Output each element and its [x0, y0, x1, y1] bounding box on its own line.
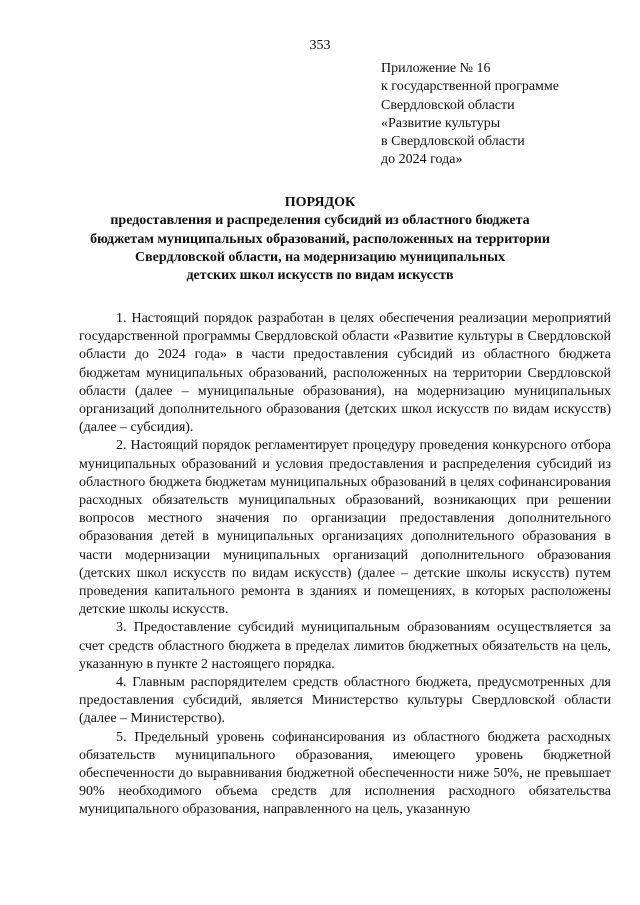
paragraph-3: 3. Предоставление субсидий муниципальным образованиям осуществляется за счет средств областного бюджета в пределах лимитов бюджетных обязательств на цель, указанную в пункте 2 настоящего порядка.	[79, 620, 611, 672]
page-number: 353	[309, 38, 331, 53]
appendix-line: «Развитие культуры	[381, 115, 501, 131]
paragraph-4: 4. Главным распорядителем средств областного бюджета, предусмотренных для предоставления субсидий, является Министерство культуры Свердловской области (далее – Министерство).	[79, 675, 611, 727]
appendix-line: Свердловской области	[381, 97, 515, 113]
paragraph-1: 1. Настоящий порядок разработан в целях обеспечения реализации мероприятий государственной программы Свердловской области «Развитие культуры в Свердловской области до 2024 года» в части предоставления субсидий из областного бюджета бюджетам муниципальных образований, расположенных на территории Свердловской области (далее – муниципальные образования), на модернизацию муниципальных организаций дополнительного образования (детских школ искусств по видам искусств) (далее – субсидия).	[79, 311, 611, 436]
appendix-line: к государственной программе	[381, 79, 559, 95]
paragraph-5: 5. Предельный уровень софинансирования из областного бюджета расходных обязательств муниципального образования, имеющего уровень бюджетной обеспеченности до выравнивания бюджетной обеспеченности ниже 50%, не превышает 90% необходимого объема средств для исполнения расходного обязательства муниципального образования, направленного на цель, указанную	[79, 729, 611, 818]
appendix-line: до 2024 года»	[381, 152, 463, 168]
title-line: Свердловской области, на модернизацию муниципальных	[134, 249, 506, 265]
title-heading: ПОРЯДОК	[284, 195, 356, 210]
appendix-note	[381, 60, 559, 170]
paragraph-2: 2. Настоящий порядок регламентирует процедуру проведения конкурсного отбора муниципальных образований и условия предоставления и распределения субсидий из областного бюджета бюджетам муниципальных образований в целях софинансирования расходных обязательств муниципальных образований, возникающих при решении вопросов местного значения по организации предоставления дополнительного образования детей в муниципальных организациях дополнительного образования в части модернизации муниципальных организаций дополнительного образования (детских школ искусств по видам искусств) (далее – детские школы искусств) путем проведения капитального ремонта в зданиях и помещениях, в которых расположены детские школы искусств.	[79, 438, 611, 618]
title-line: предоставления и распределения субсидий из областного бюджета	[110, 213, 530, 229]
title-line: бюджетам муниципальных образований, расположенных на территории	[90, 231, 550, 247]
title-line: детских школ искусств по видам искусств	[186, 268, 454, 284]
appendix-line: Приложение № 16	[381, 61, 491, 76]
appendix-line: в Свердловской области	[381, 134, 525, 150]
document-body	[79, 310, 611, 820]
document-title	[90, 194, 550, 285]
